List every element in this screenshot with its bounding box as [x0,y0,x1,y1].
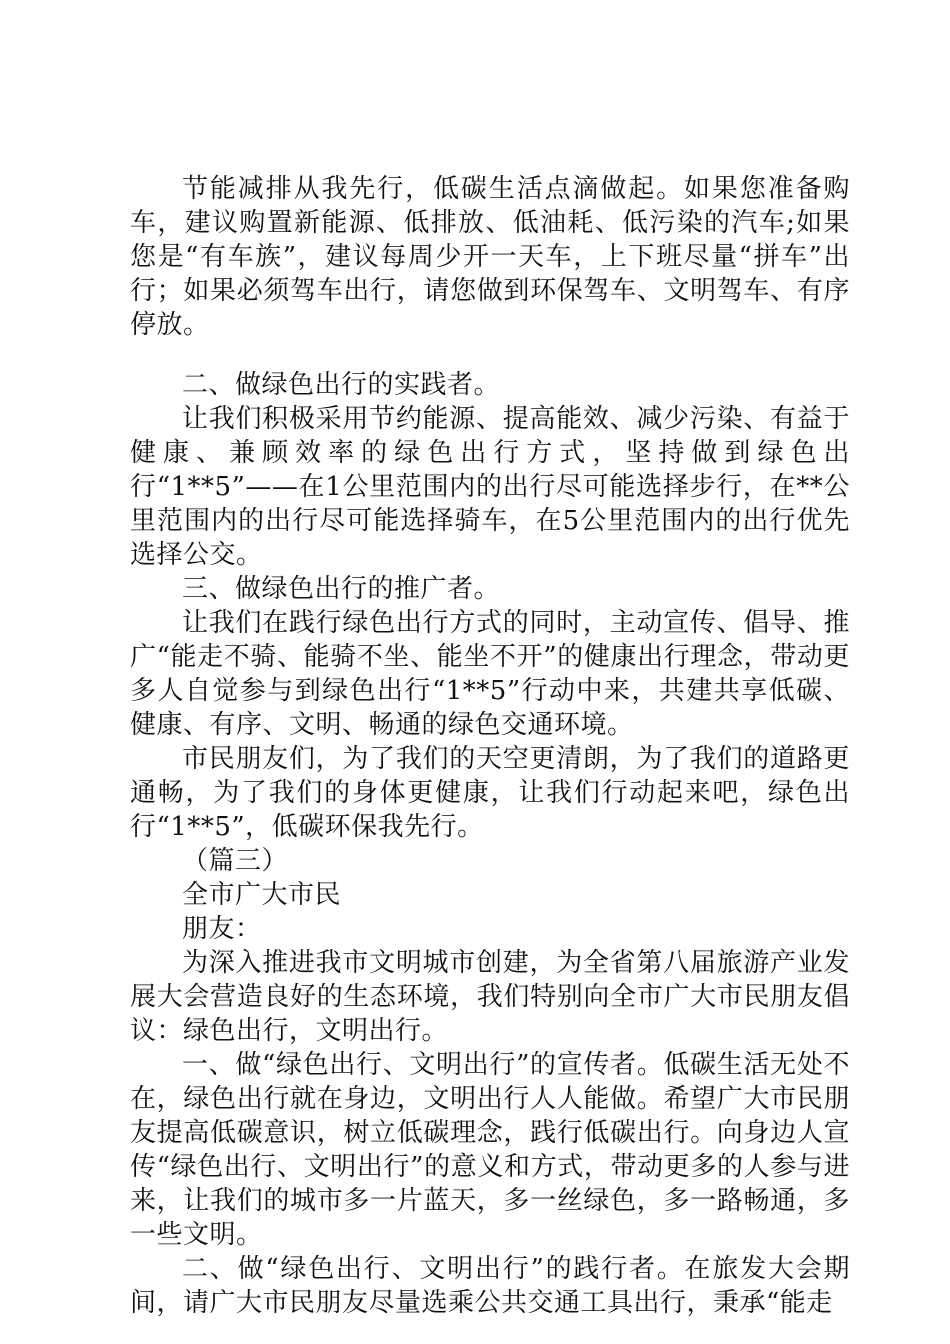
paragraph-publicist: 一、做“绿色出行、文明出行”的宣传者。低碳生活无处不在，绿色出行就在身边，文明出行人人能做。希望广大市民朋友提高低碳意识，树立低碳理念，践行低碳出行。向身边人宣传“绿色出行、文明出行”的意义和方式，带动更多的人参与进来，让我们的城市多一片蓝天，多一丝绿色，多一路畅通，多一些文明。 [130,1050,850,1250]
heading-promoter: 三、做绿色出行的推广者。 [182,574,501,604]
paragraph-call-to-action: 市民朋友们，为了我们的天空更清朗，为了我们的道路更通畅，为了我们的身体更健康，让我们行动起来吧，绿色出行“1**5”，低碳环保我先行。 [130,744,850,842]
paragraph-initiative-intro: 为深入推进我市文明城市创建，为全省第八届旅游产业发展大会营造良好的生态环境，我们特别向全市广大市民朋友倡议：绿色出行，文明出行。 [130,948,850,1046]
section-title-part-three: （篇三） [182,846,289,876]
salutation-line-2: 朋友： [182,914,262,944]
paragraph-promotion: 让我们在践行绿色出行方式的同时，主动宣传、倡导、推广“能走不骑、能骑不坐、能坐不开”的健康出行理念，带动更多人自觉参与到绿色出行“1**5”行动中来，共建共享低碳、健康、有序、文明、畅通的绿色交通环境。 [130,608,850,740]
heading-practitioner: 二、做绿色出行的实践者。 [182,370,501,400]
salutation-line-1: 全市广大市民 [182,880,342,910]
paragraph-green-travel-method: 让我们积极采用节约能源、提高能效、减少污染、有益于健康、兼顾效率的绿色出行方式，坚持做到绿色出行“1**5”——在1公里范围内的出行尽可能选择步行，在**公里范围内的出行尽可能选择骑车，在5公里范围内的出行优先选择公交。 [130,404,850,570]
paragraph-energy-saving: 节能减排从我先行，低碳生活点滴做起。如果您准备购车，建议购置新能源、低排放、低油耗、低污染的汽车;如果您是“有车族”，建议每周少开一天车，上下班尽量“拼车”出行；如果必须驾车出行，请您做到环保驾车、文明驾车、有序停放。 [130,174,850,340]
document-body [130,172,850,1320]
paragraph-gap [130,342,850,368]
paragraph-practitioner-civil: 二、做“绿色出行、文明出行”的践行者。在旅发大会期间，请广大市民朋友尽量选乘公共交通工具出行，秉承“能走 [130,1254,850,1318]
